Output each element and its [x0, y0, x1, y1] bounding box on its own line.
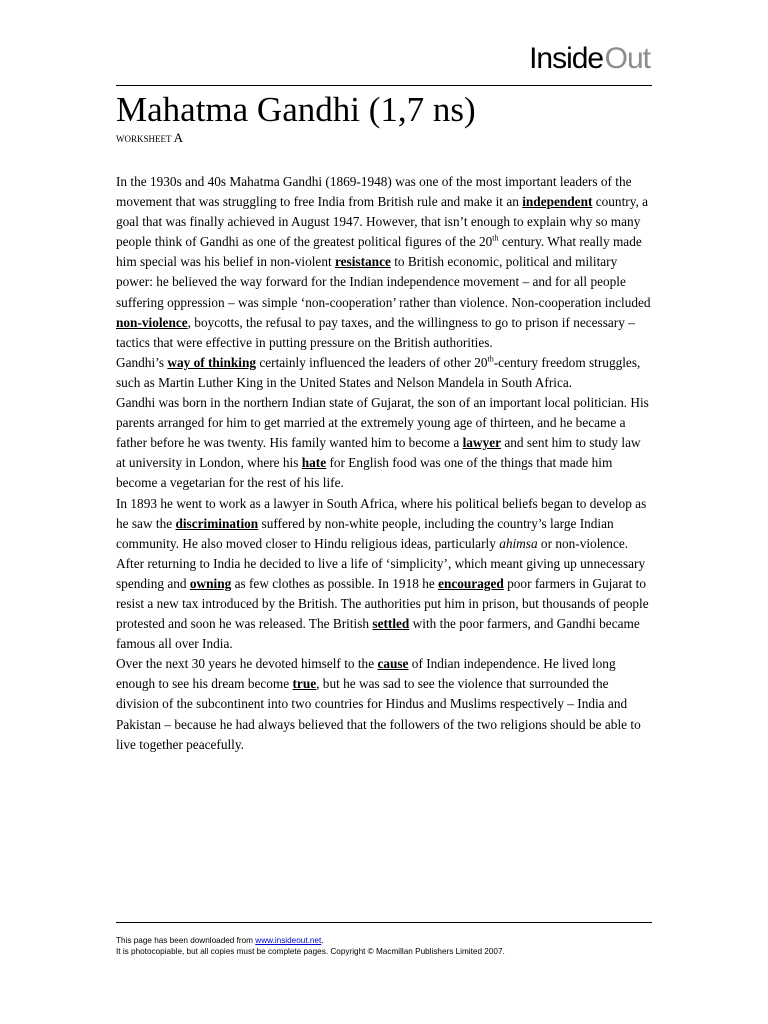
paragraph: After returning to India he decided to live a life of ‘simplicity’, which meant giving up unnecessary spending and owning as few clothes as possible. In 1918 he encouraged poor farmers in Gujarat to resist a new tax introduced by the British. The authorities put him in prison, but thousands of people protested and soon he was released. The British settled with the poor farmers, and Gandhi became famous all over India. [116, 555, 649, 652]
page-title: Mahatma Gandhi (1,7 ns) [116, 90, 476, 129]
article-body [116, 172, 652, 755]
brand-logo [529, 42, 650, 76]
brand-logo-part1: Inside [529, 42, 604, 75]
worksheet-letter: A [173, 130, 183, 145]
paragraph: Gandhi was born in the northern Indian state of Gujarat, the son of an important local politician. His parents arranged for him to get married at the extremely young age of thirteen, and he became a father before he was twenty. His family wanted him to become a lawyer and sent him to study law at university in London, where his hate for English food was one of the things that made him become a vegetarian for the rest of his life. [116, 395, 649, 491]
header-divider [116, 85, 652, 86]
brand-logo-part2: Out [604, 42, 650, 75]
paragraph: Gandhi’s way of thinking certainly influenced the leaders of other 20th-century freedom struggles, such as Martin Luther King in the United States and Nelson Mandela in South Africa. [116, 354, 641, 390]
paragraph: Over the next 30 years he devoted himself to the cause of Indian independence. He lived long enough to see his dream become true, but he was sad to see the violence that surrounded the division of the subcontinent into two countries for Hindus and Muslims respectively – India and Pakistan – because he had always believed that the followers of the two religions should be able to live together peacefully. [116, 656, 641, 752]
insideout-link[interactable]: www.insideout.net [255, 936, 322, 945]
worksheet-label [116, 130, 183, 146]
worksheet-label-text: WORKSHEET [116, 134, 172, 144]
footer-divider [116, 922, 652, 923]
footer-download-text: This page has been downloaded from [116, 936, 256, 945]
paragraph: In 1893 he went to work as a lawyer in South Africa, where his political beliefs began to develop as he saw the discrimination suffered by non-white people, including the country’s large Indian community. He also moved closer to Hindu religious ideas, particularly ahimsa or non-violence. [116, 495, 647, 551]
paragraph: In the 1930s and 40s Mahatma Gandhi (1869-1948) was one of the most important leaders of the movement that was struggling to free India from British rule and make it an independent country, a goal that was finally achieved in August 1947. However, that isn’t enough to explain why so many people think of Gandhi as one of the greatest political figures of the 20th century. What really made him special was his belief in non-violent resistance to British economic, political and military power: he believed the way forward for the Indian independence movement – and for all people suffering oppression – was simple ‘non-cooperation’ rather than violence. Non-cooperation included non-violence, boycotts, the refusal to pay taxes, and the willingness to go to prison if necessary – tactics that were effective in putting pressure on the British authorities. [116, 174, 651, 350]
footer-copyright: It is photocopiable, but all copies must be complete pages. Copyright © Macmillan Publishers Limited 2007. [116, 946, 505, 956]
footer-line-1 [116, 936, 656, 947]
footer-period: . [321, 936, 324, 945]
footer [116, 936, 656, 957]
